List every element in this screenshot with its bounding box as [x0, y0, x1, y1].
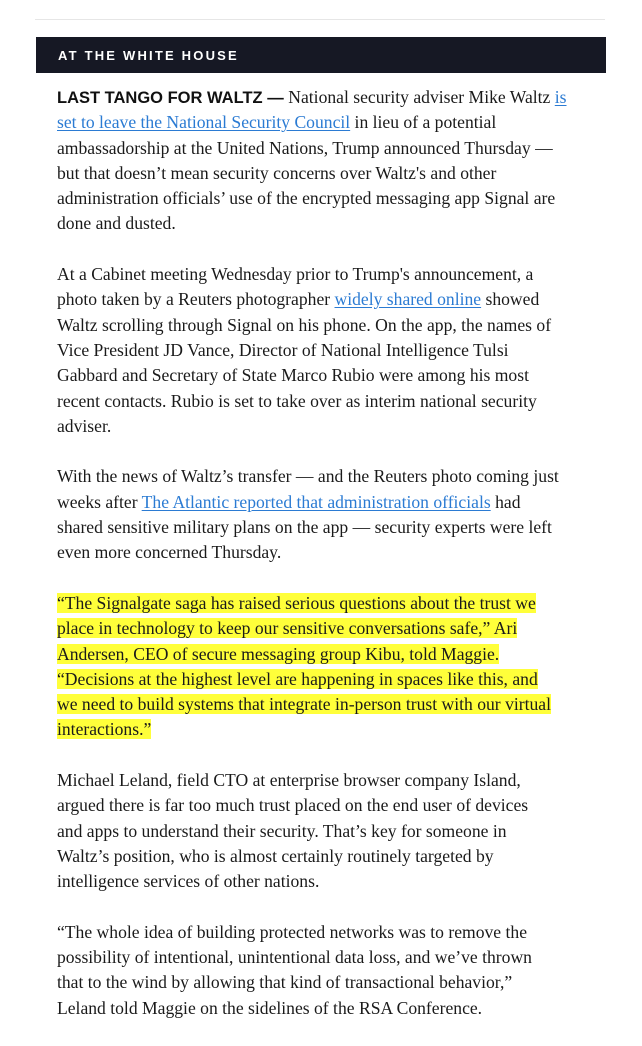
text-line [57, 768, 617, 793]
text-line [57, 136, 617, 161]
text-line [57, 490, 617, 515]
body-text: Andersen, CEO of secure messaging group Kibu, told Maggie. [57, 643, 500, 664]
body-text: Waltz scrolling through Signal on his phone. On the app, the names of [57, 314, 552, 335]
text-line [57, 793, 617, 818]
article-link[interactable]: widely shared online [334, 289, 482, 310]
body-text: and apps to understand their security. That’s key for someone in [57, 820, 507, 841]
body-text: “Decisions at the highest level are happening in spaces like this, and [57, 668, 538, 689]
body-text: done and dusted. [57, 213, 176, 234]
text-line [57, 262, 617, 287]
article-link[interactable]: is [554, 87, 567, 107]
text-line [57, 363, 617, 388]
text-line [57, 996, 617, 1021]
body-text: weeks after [57, 491, 142, 512]
article-link[interactable]: set to leave the National Security Council [57, 112, 351, 133]
body-text: intelligence services of other nations. [57, 871, 320, 892]
body-text: recent contacts. Rubio is set to take over as interim national security [57, 390, 537, 411]
body-text: adviser. [57, 415, 112, 436]
text-line [57, 667, 617, 692]
body-text: had [490, 491, 521, 512]
text-line [57, 717, 617, 742]
body-text: interactions.” [57, 719, 152, 740]
body-text: place in technology to keep our sensitive conversations safe,” Ari [57, 618, 518, 639]
lead-headline: LAST TANGO FOR WALTZ — [57, 89, 289, 107]
body-text: argued there is far too much trust placed on the end user of devices [57, 795, 529, 816]
text-line [57, 616, 617, 641]
text-line [57, 844, 617, 869]
section-header [36, 37, 606, 73]
body-text: With the news of Waltz’s transfer — and the Reuters photo coming just [57, 466, 559, 487]
text-line [57, 211, 617, 236]
body-text: “The whole idea of building protected networks was to remove the [57, 921, 527, 942]
body-text: administration officials’ use of the encrypted messaging app Signal are [57, 188, 556, 209]
body-text: Vice President JD Vance, Director of National Intelligence Tulsi [57, 339, 509, 360]
text-line [57, 515, 617, 540]
text-line [57, 110, 617, 135]
body-text: shared sensitive military plans on the app — security experts were left [57, 517, 552, 538]
article-paragraph [57, 920, 617, 1021]
body-text: showed [481, 289, 540, 310]
body-text: possibility of intentional, unintentional data loss, and we’ve thrown [57, 947, 532, 968]
text-line [57, 945, 617, 970]
text-line [57, 591, 617, 616]
body-text: Leland told Maggie on the sidelines of the RSA Conference. [57, 997, 483, 1018]
body-text: that to the wind by allowing that kind of transactional behavior,” [57, 972, 513, 993]
text-line [57, 338, 617, 363]
body-text: Michael Leland, field CTO at enterprise browser company Island, [57, 770, 521, 791]
body-text: photo taken by a Reuters photographer [57, 289, 335, 310]
text-line [57, 819, 617, 844]
highlighted-quote-paragraph [57, 591, 617, 743]
body-text: in lieu of a potential [350, 112, 497, 133]
article-paragraph [57, 85, 617, 237]
article-paragraph [57, 464, 617, 565]
text-line [57, 414, 617, 439]
article-link[interactable]: The Atlantic reported that administration officials [141, 491, 491, 512]
body-text: “The Signalgate saga has raised serious questions about the trust we [57, 592, 536, 613]
text-line [57, 85, 617, 110]
body-text: At a Cabinet meeting Wednesday prior to Trump's announcement, a [57, 264, 534, 285]
text-line [57, 313, 617, 338]
body-text: Waltz’s position, who is almost certainly routinely targeted by [57, 845, 494, 866]
text-line [57, 920, 617, 945]
article-body [57, 85, 617, 1046]
section-title: AT THE WHITE HOUSE [58, 48, 239, 63]
body-text: National security adviser Mike Waltz [288, 87, 555, 107]
text-line [57, 869, 617, 894]
article-paragraph [57, 262, 617, 439]
text-line [57, 692, 617, 717]
body-text: we need to build systems that integrate in-person trust with our virtual [57, 694, 551, 715]
text-line [57, 464, 617, 489]
text-line [57, 970, 617, 995]
body-text: ambassadorship at the United Nations, Trump announced Thursday — [57, 137, 553, 158]
text-line [57, 642, 617, 667]
text-line [57, 389, 617, 414]
text-line [57, 540, 617, 565]
top-divider [35, 19, 605, 20]
text-line [57, 186, 617, 211]
text-line [57, 161, 617, 186]
body-text: even more concerned Thursday. [57, 542, 282, 563]
body-text: but that doesn’t mean security concerns over Waltz's and other [57, 162, 497, 183]
text-line [57, 287, 617, 312]
body-text: Gabbard and Secretary of State Marco Rubio were among his most [57, 365, 529, 386]
article-paragraph [57, 768, 617, 894]
